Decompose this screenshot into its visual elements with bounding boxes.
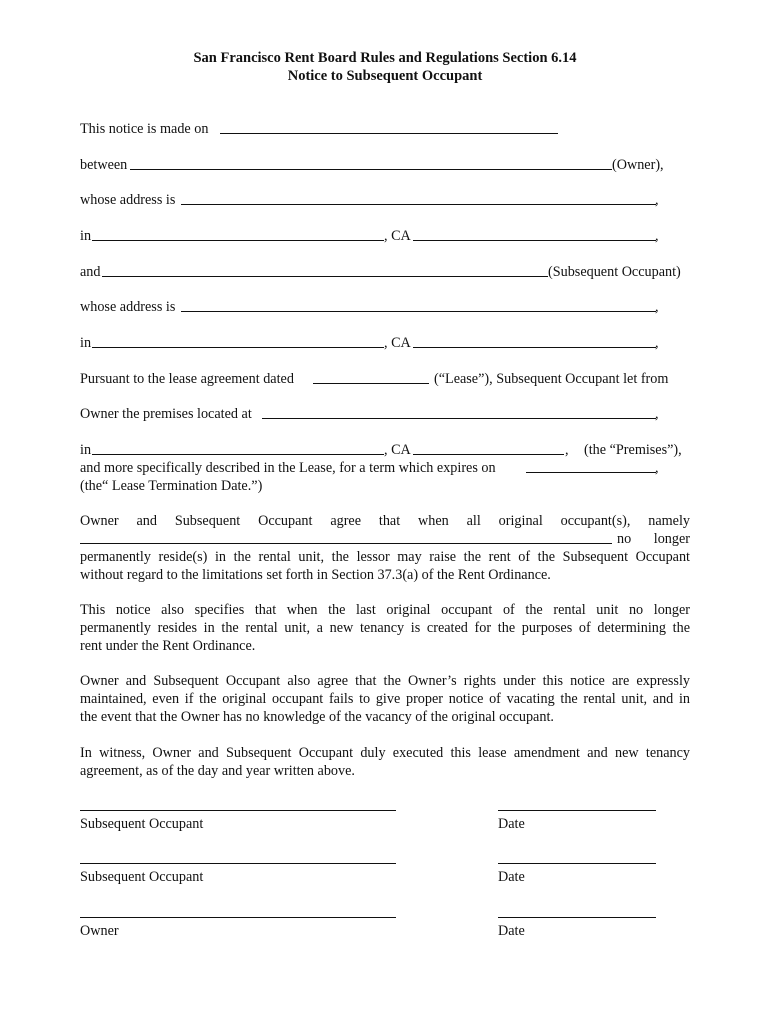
term-expires-label: and more specifically described in the Lease, for a term which expires on: [80, 460, 496, 476]
lease-definition-text: (“Lease”), Subsequent Occupant let from: [434, 371, 669, 387]
date-line-subsequent-occupant-1[interactable]: [498, 810, 656, 811]
no-longer-text: no longer: [617, 531, 690, 547]
owner-state-label: , CA: [384, 228, 411, 244]
date-label: Date: [498, 869, 525, 885]
paragraph-1-line-4: without regard to the limitations set forth in Section 37.3(a) of the Rent Ordinance.: [80, 567, 551, 583]
comma: ,: [655, 406, 659, 422]
signature-label: Owner: [80, 923, 119, 939]
paragraph-1-line-3: permanently reside(s) in the rental unit, the lessor may raise the rent of the Subsequent Occupant: [80, 549, 690, 565]
document-subtitle: Notice to Subsequent Occupant: [287, 68, 483, 84]
paragraph-3-line-1: Owner and Subsequent Occupant also agree that the Owner’s rights under this notice are expressly: [80, 673, 690, 689]
owner-label: (Owner),: [612, 157, 664, 173]
and-label: and: [80, 264, 101, 280]
term-expiration-field[interactable]: [526, 472, 656, 473]
occupant-address-label: whose address is: [80, 299, 176, 315]
date-label: Date: [498, 923, 525, 939]
owner-city-label: in: [80, 228, 92, 244]
between-label: between: [80, 157, 128, 173]
document-title: San Francisco Rent Board Rules and Regulations Section 6.14: [193, 50, 577, 66]
comma: ,: [655, 299, 659, 315]
premises-state-label: , CA: [384, 442, 411, 458]
owner-city-field[interactable]: [92, 240, 384, 241]
signature-line-subsequent-occupant-1[interactable]: [80, 810, 396, 811]
lease-date-field[interactable]: [313, 383, 429, 384]
paragraph-1-line-1: Owner and Subsequent Occupant agree that when all original occupant(s), namely: [80, 513, 690, 529]
paragraph-3-line-3: the event that the Owner has no knowledge of the vacancy of the original occupant.: [80, 709, 554, 725]
occupant-city-field[interactable]: [92, 347, 384, 348]
comma: ,: [565, 442, 569, 458]
premises-label: Owner the premises located at: [80, 406, 252, 422]
occupant-zip-field[interactable]: [413, 347, 656, 348]
subsequent-occupant-name-field[interactable]: [102, 276, 548, 277]
premises-zip-field[interactable]: [413, 454, 564, 455]
paragraph-4-line-1: In witness, Owner and Subsequent Occupant duly executed this lease amendment and new tenancy: [80, 745, 690, 761]
occupant-city-label: in: [80, 335, 92, 351]
premises-city-field[interactable]: [92, 454, 384, 455]
date-line-subsequent-occupant-2[interactable]: [498, 863, 656, 864]
premises-address-field[interactable]: [262, 418, 656, 419]
owner-zip-field[interactable]: [413, 240, 656, 241]
premises-city-label: in: [80, 442, 92, 458]
paragraph-4-line-2: agreement, as of the day and year written above.: [80, 763, 355, 779]
comma: ,: [655, 192, 659, 208]
subsequent-occupant-label: (Subsequent Occupant): [548, 264, 681, 280]
comma: ,: [655, 228, 659, 244]
date-label: Date: [498, 816, 525, 832]
date-line-owner[interactable]: [498, 917, 656, 918]
signature-label: Subsequent Occupant: [80, 869, 204, 885]
lease-date-label: Pursuant to the lease agreement dated: [80, 371, 294, 387]
premises-definition-text: (the “Premises”),: [584, 442, 682, 458]
signature-line-subsequent-occupant-2[interactable]: [80, 863, 396, 864]
paragraph-3-line-2: maintained, even if the original occupant fails to give proper notice of vacating the rental unit, and in: [80, 691, 690, 707]
comma: ,: [655, 335, 659, 351]
paragraph-2-line-1: This notice also specifies that when the last original occupant of the rental unit no longer: [80, 602, 690, 618]
occupant-state-label: , CA: [384, 335, 411, 351]
notice-date-label: This notice is made on: [80, 121, 209, 137]
comma: ,: [655, 460, 659, 476]
paragraph-2-line-3: rent under the Rent Ordinance.: [80, 638, 256, 654]
paragraph-2-line-2: permanently resides in the rental unit, a new tenancy is created for the purposes of determining the: [80, 620, 690, 636]
signature-label: Subsequent Occupant: [80, 816, 204, 832]
signature-line-owner[interactable]: [80, 917, 396, 918]
owner-address-field[interactable]: [181, 204, 656, 205]
owner-address-label: whose address is: [80, 192, 176, 208]
original-occupants-field[interactable]: [80, 543, 612, 544]
owner-name-field[interactable]: [130, 169, 612, 170]
notice-date-field[interactable]: [220, 133, 558, 134]
termination-date-text: (the“ Lease Termination Date.”): [80, 478, 263, 494]
occupant-address-field[interactable]: [181, 311, 656, 312]
